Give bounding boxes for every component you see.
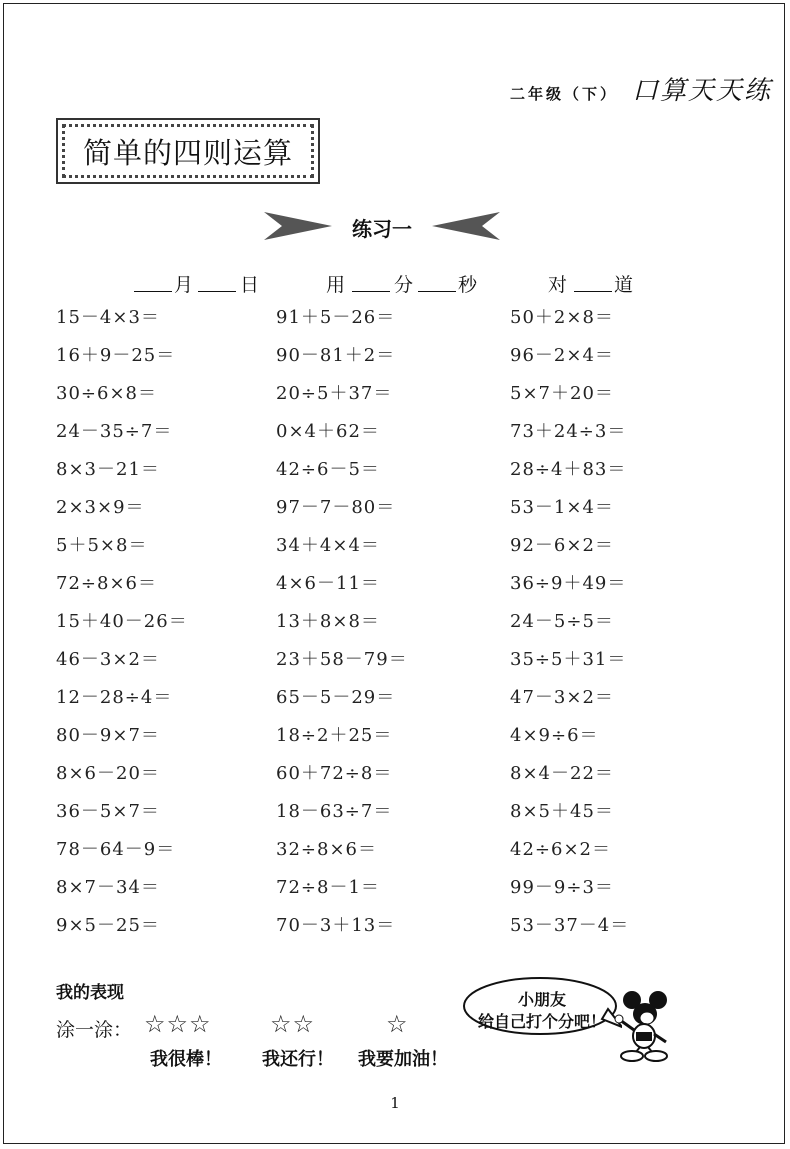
problem: 46－3×2＝: [56, 649, 160, 670]
problem: 2×3×9＝: [56, 497, 145, 518]
problem-row: [0, 911, 790, 941]
three-star-icon[interactable]: ☆☆☆: [144, 1010, 212, 1038]
problem: 18÷2＋25＝: [276, 725, 393, 746]
rating-great: 我很棒！: [150, 1049, 222, 1070]
problem: 35÷5＋31＝: [510, 649, 627, 670]
second-blank[interactable]: [418, 270, 456, 292]
problem-row: [0, 797, 790, 827]
problem: 24－35÷7＝: [56, 421, 173, 442]
practice-label: 练习一: [352, 217, 412, 241]
problem: 4×9÷6＝: [510, 725, 599, 746]
problem: 47－3×2＝: [510, 687, 614, 708]
problem-row: [0, 341, 790, 371]
grade-label: 二年级（下）: [509, 85, 618, 103]
problem: 72÷8×6＝: [56, 573, 157, 594]
practice-banner: [262, 208, 502, 244]
problem-row: [0, 569, 790, 599]
correct-blank[interactable]: [574, 270, 612, 292]
problem: 50＋2×8＝: [510, 307, 614, 328]
problem: 34＋4×4＝: [276, 535, 380, 556]
problem: 5＋5×8＝: [56, 535, 148, 556]
record-line: [0, 270, 790, 296]
problem: 30÷6×8＝: [56, 383, 157, 404]
problem: 4×6－11＝: [276, 573, 380, 594]
day-blank[interactable]: [198, 270, 236, 292]
second-label: 秒: [458, 274, 478, 296]
problem: 9×5－25＝: [56, 915, 160, 936]
book-header: [510, 70, 772, 107]
problem: 24－5÷5＝: [510, 611, 614, 632]
problem: 12－28÷4＝: [56, 687, 173, 708]
problem: 16＋9－25＝: [56, 345, 176, 366]
problem: 90－81＋2＝: [276, 345, 396, 366]
problem: 92－6×2＝: [510, 535, 614, 556]
speech-bubble: [462, 975, 622, 1041]
problem: 8×3－21＝: [56, 459, 160, 480]
month-label: 月: [174, 274, 194, 296]
problem: 96－2×4＝: [510, 345, 614, 366]
problem: 91＋5－26＝: [276, 307, 396, 328]
problem-row: [0, 759, 790, 789]
problem: 80－9×7＝: [56, 725, 160, 746]
problem: 0×4＋62＝: [276, 421, 380, 442]
problem: 5×7＋20＝: [510, 383, 614, 404]
month-blank[interactable]: [134, 270, 172, 292]
problem: 78－64－9＝: [56, 839, 176, 860]
problem: 28÷4＋83＝: [510, 459, 627, 480]
problem: 36－5×7＝: [56, 801, 160, 822]
problem: 8×6－20＝: [56, 763, 160, 784]
problem-row: [0, 835, 790, 865]
two-star-icon[interactable]: ☆☆: [270, 1010, 316, 1038]
problem-row: [0, 607, 790, 637]
day-label: 日: [240, 274, 260, 296]
problem: 18－63÷7＝: [276, 801, 393, 822]
problem-row: [0, 493, 790, 523]
problem: 13＋8×8＝: [276, 611, 380, 632]
one-star-icon[interactable]: ☆: [386, 1010, 409, 1038]
problem: 8×7－34＝: [56, 877, 160, 898]
problem: 42÷6×2＝: [510, 839, 611, 860]
page-number: 1: [390, 1094, 400, 1112]
problem-row: [0, 417, 790, 447]
problem-row: [0, 531, 790, 561]
problem: 97－7－80＝: [276, 497, 396, 518]
rating-try: 我要加油！: [358, 1049, 448, 1070]
bubble-line-2: 给自己打个分吧！: [477, 1012, 606, 1031]
problem-row: [0, 683, 790, 713]
rating-ok: 我还行！: [262, 1049, 334, 1070]
problem-row: [0, 873, 790, 903]
section-title-border: [62, 124, 314, 178]
problem-row: [0, 721, 790, 751]
problem: 42÷6－5＝: [276, 459, 380, 480]
problem: 60＋72÷8＝: [276, 763, 393, 784]
problem: 23＋58－79＝: [276, 649, 408, 670]
cartoon-mouse-icon: [612, 990, 676, 1062]
problem: 99－9÷3＝: [510, 877, 614, 898]
problem: 72÷8－1＝: [276, 877, 380, 898]
problem: 15＋40－26＝: [56, 611, 188, 632]
bubble-line-1: 小朋友: [517, 990, 566, 1009]
section-title-box: [56, 118, 320, 184]
problem: 8×4－22＝: [510, 763, 614, 784]
problem-row: [0, 645, 790, 675]
problem: 73＋24÷3＝: [510, 421, 627, 442]
section-title: 简单的四则运算: [82, 135, 293, 170]
problem: 53－1×4＝: [510, 497, 614, 518]
count-unit-label: 道: [614, 274, 634, 296]
color-instruction: 涂一涂：: [56, 1019, 133, 1041]
problem: 53－37－4＝: [510, 915, 630, 936]
problem-row: [0, 455, 790, 485]
problem: 8×5＋45＝: [510, 801, 614, 822]
performance-title: 我的表现: [56, 983, 124, 1003]
problem: 15－4×3＝: [56, 307, 160, 328]
problem-row: [0, 303, 790, 333]
minute-blank[interactable]: [352, 270, 390, 292]
problem: 20÷5＋37＝: [276, 383, 393, 404]
problem: 36÷9＋49＝: [510, 573, 627, 594]
problem-row: [0, 379, 790, 409]
problem: 70－3＋13＝: [276, 915, 396, 936]
use-label: 用: [326, 274, 346, 296]
problem: 65－5－29＝: [276, 687, 396, 708]
series-title: 口算天天练: [631, 76, 772, 106]
minute-label: 分: [394, 274, 414, 296]
problem: 32÷8×6＝: [276, 839, 377, 860]
correct-label: 对: [548, 274, 568, 296]
